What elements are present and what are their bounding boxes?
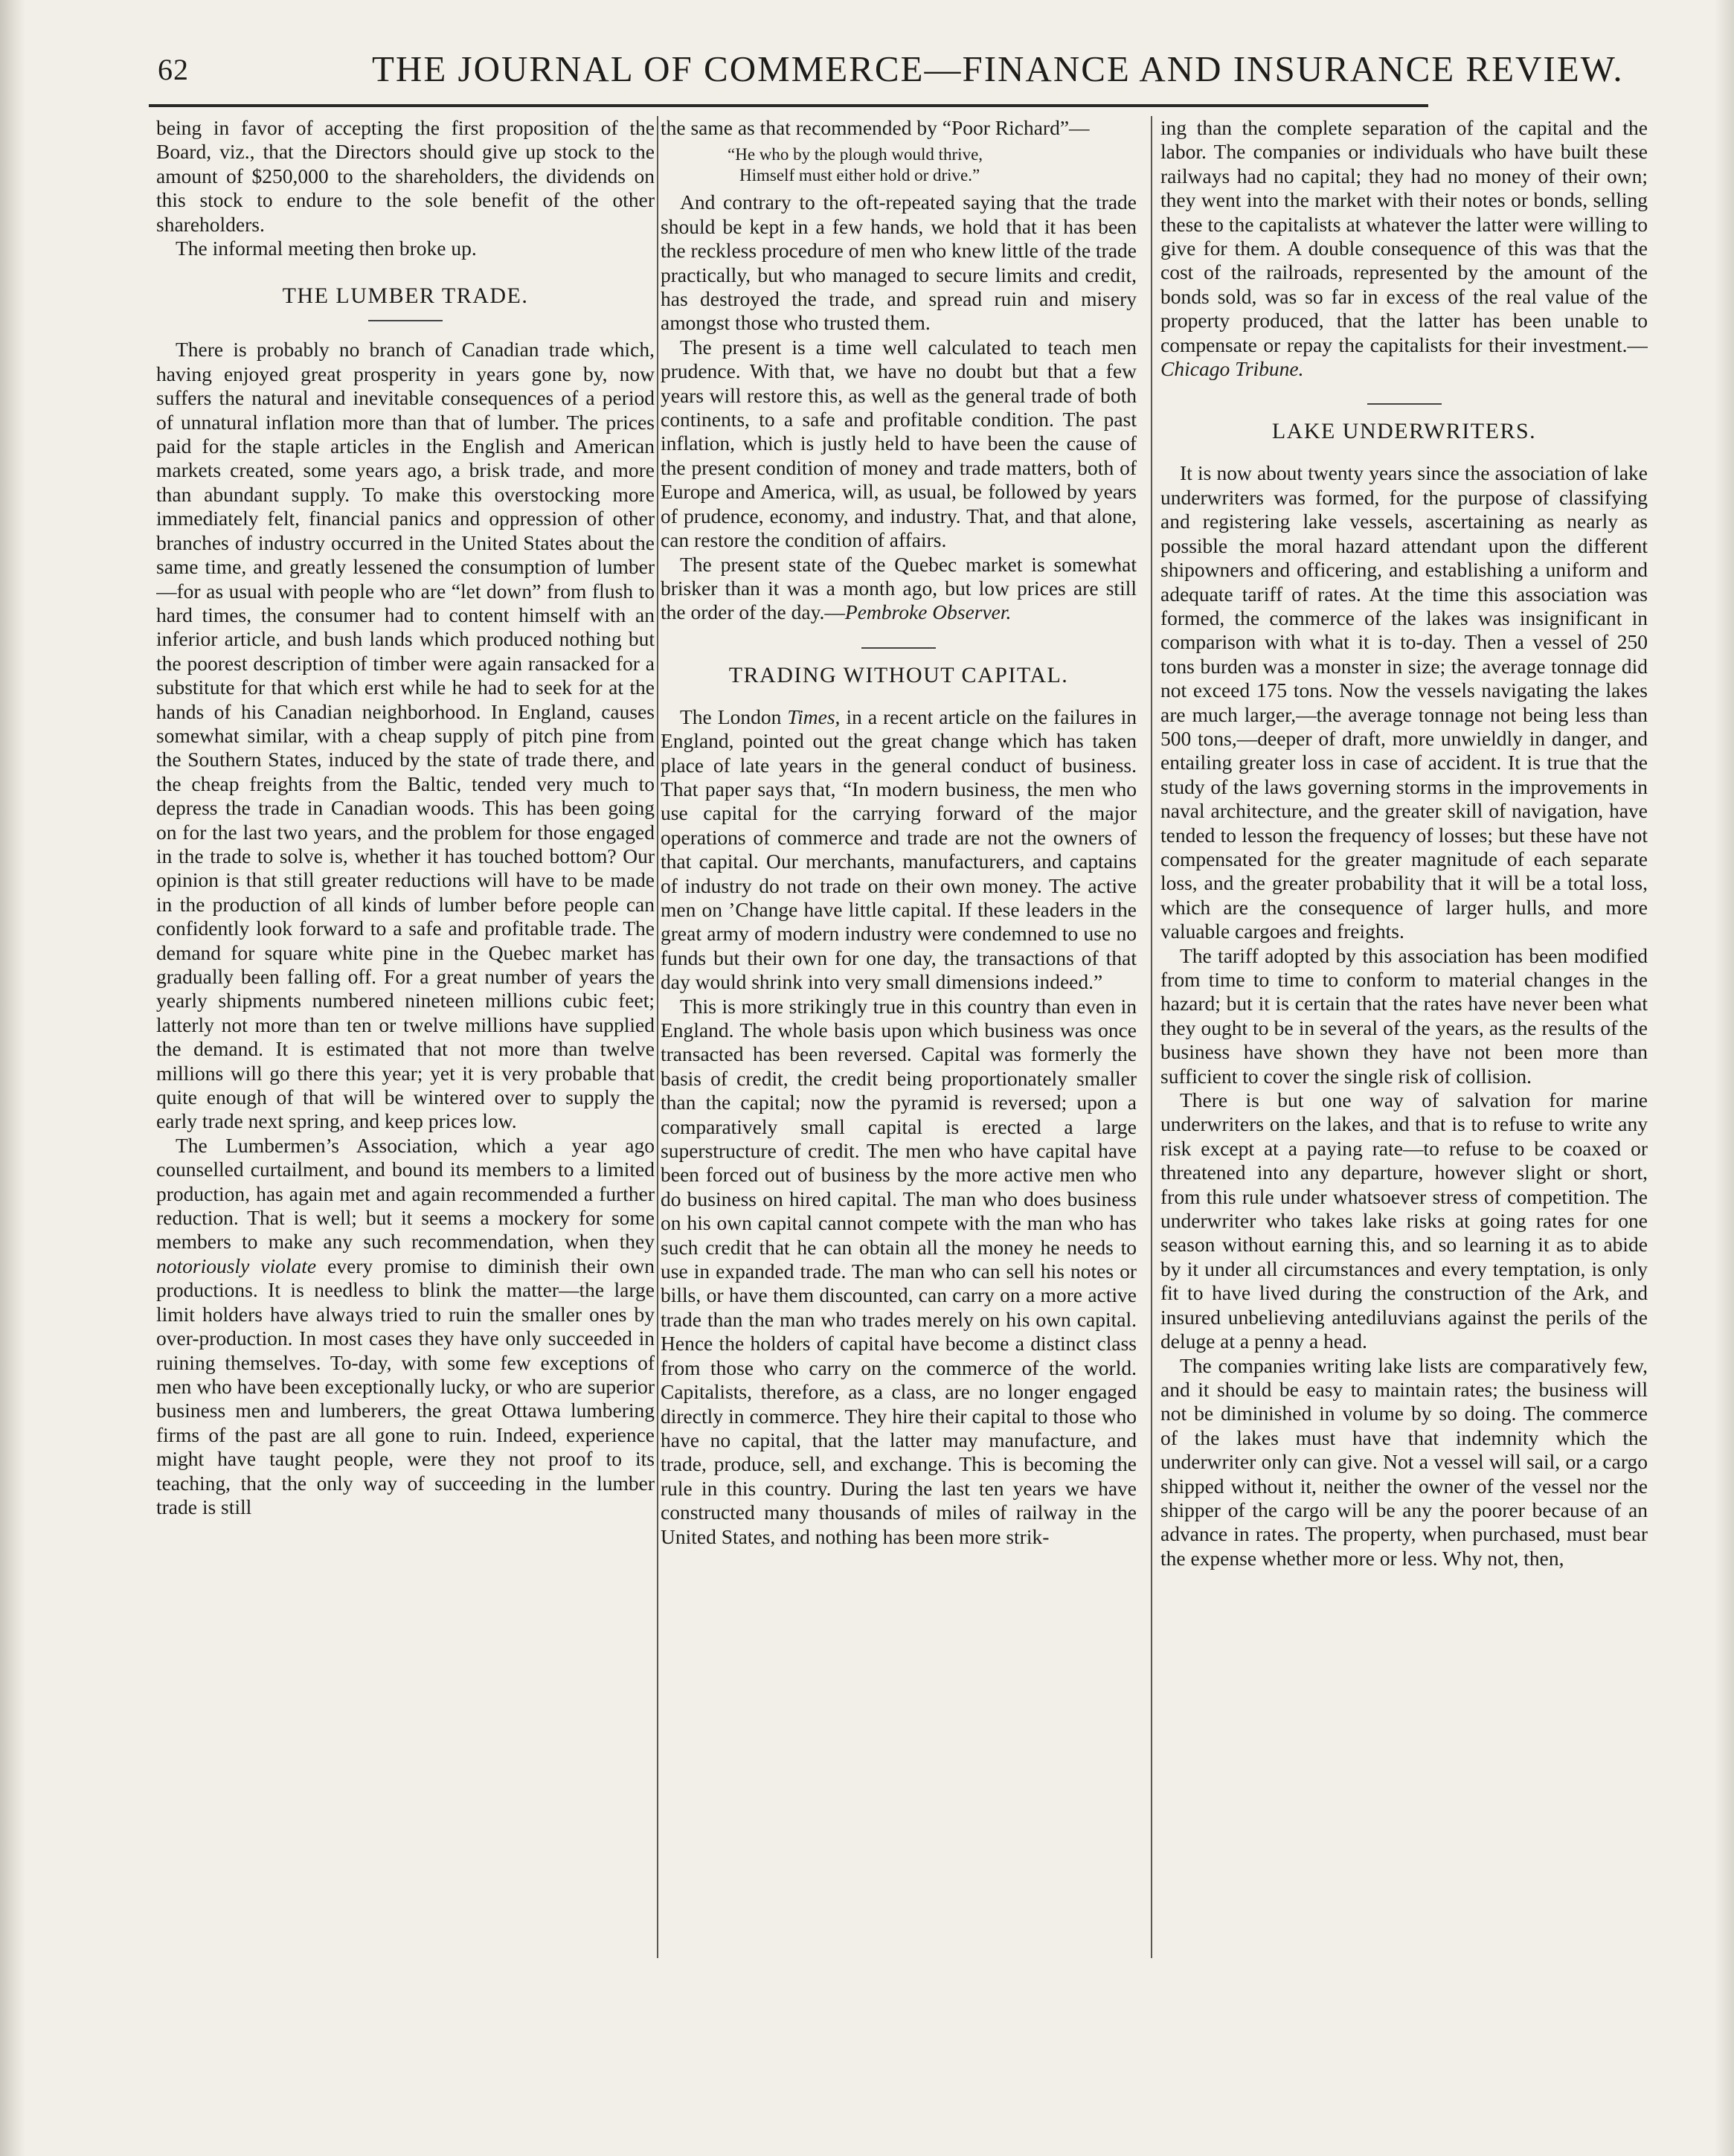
heading-rule [861, 647, 936, 649]
article-heading-lumber-trade [156, 283, 655, 321]
page-header [149, 46, 1624, 106]
column-1 [156, 116, 655, 1961]
article-heading-trading-without-capital [661, 647, 1137, 689]
paragraph: The tariff adopted by this association has been modified from time to time to conform to material changes in the hazard; but it is certain that the rates have never been what they ought to be in several of the years, as the results of the business have shown they have not been more than sufficient to cover the single risk of collision. [1160, 943, 1648, 1088]
page-edge-shadow [1715, 0, 1734, 2156]
paragraph: the same as that recommended by “Poor Richard”— [661, 116, 1090, 139]
paragraph [156, 1134, 655, 1520]
page-spine-shadow [0, 0, 25, 2156]
paragraph: This is more strikingly true in this country than even in England. The whole basis upon which business was once transacted has been reversed. Capital was formerly the basis of credit, the credit being proportionately smaller than the capital; now the pyramid is reversed; upon a comparatively small capital is erected a large superstructure of credit. The men who have capital have been forced out of business by the more active men who do business on hired capital. The man who does business on his own capital cannot compete with the man who has such credit that he can obtain all the money he needs to use in expanded trade. The man who can sell his notes or bills, or have them discounted, can carry on a more active trade than the man who trades merely on his own capital. Hence the holders of capital have become a distinct class from those who carry on the commerce of the world. Capitalists, therefore, as a class, are no longer engaged directly in commerce. They hire their capital to those who have no capital, that the latter may manufacture, and trade, produce, sell, and exchange. This is becoming the rule in this country. During the last ten years we have constructed many thousands of miles of railway in the United States, and nothing has been more strik- [661, 994, 1137, 1548]
article-heading-lake-underwriters [1160, 403, 1648, 445]
text-run: The present state of the Quebec market is somewhat brisker than it was a month ago, but low prices are still the order of the day.— [661, 552, 1137, 624]
column-2 [661, 116, 1137, 1961]
paragraph: The informal meeting then broke up. [176, 237, 477, 260]
running-title: THE JOURNAL OF COMMERCE—FINANCE AND INSURANCE REVIEW. [372, 48, 1624, 89]
publication-name: Times, [787, 705, 841, 728]
heading-rule [1367, 403, 1442, 405]
text-run: in a recent article on the failures in England, pointed out the great change which has taken place of late years in the general conduct of business. That paper says that, “In modern business, the men who use capital for the carrying forward of the major operations of commerce and trade are not the owners of that capital. Our merchants, manufacturers, and captains of industry do not trade on their own money. The active men on ’Change have little capital. If these leaders in the great army of modern industry were condemned to use no funds but their own for one day, the transactions of that day would shrink into very small dimensions indeed.” [661, 705, 1137, 994]
paragraph [661, 553, 1137, 625]
header-rule [149, 104, 1428, 107]
paragraph: The present is a time well calculated to teach men prudence. With that, we have no doubt but that a few years will restore this, as well as the general trade of both continents, to a safe and profitable condition. The past inflation, which is justly held to have been the cause of the present condition of money and trade matters, both of Europe and America, will, as usual, be followed by years of prudence, economy, and industry. That, and that alone, can restore the condition of affairs. [661, 335, 1137, 552]
source-credit: Chicago Tribune. [1160, 357, 1304, 381]
heading-text: TRADING WITHOUT CAPITAL. [728, 662, 1069, 687]
column-divider [657, 116, 658, 1958]
text-run: The Lumbermen’s Association, which a year ago counselled curtailment, and bound its members to a limited production, has again met and again recommended a further reduction. That is well; but it seems a mockery for some members to make any such recommendation, when they [156, 1133, 655, 1254]
heading-rule [368, 320, 443, 321]
verse-line: “He who by the plough would thrive, [728, 145, 983, 164]
emphasis: notoriously violate [156, 1254, 317, 1277]
paragraph: The companies writing lake lists are comparatively few, and it should be easy to maintain rates; the business will not be diminished in volume by so doing. The commerce of the lakes must have that indemnity which the underwriter only can give. Not a vessel will sail, or a cargo shipped without it, neither the owner of the vessel nor the shipper of the cargo will be any the poorer because of an advance in rates. The property, when purchased, must bear the expense whether more or less. Why not, then, [1160, 1353, 1648, 1570]
heading-text: THE LUMBER TRADE. [282, 283, 529, 309]
text-run: The London [680, 705, 782, 728]
paragraph: It is now about twenty years since the association of lake underwriters was formed, for the purpose of classifying and registering lake vessels, ascertaining as nearly as possible the moral hazard attendant upon the different shipowners and officering, and establishing a uniform and adequate tariff of rates. At the time this association was formed, the commerce of the lakes was insignificant in comparison with what it is to-day. Then a vessel of 250 tons burden was a monster in size; the average tonnage did not exceed 175 tons. Now the vessels navigating the lakes are much larger,—the average tonnage not being less than 500 tons,—deeper of draft, more unwieldly in danger, and entailing greater loss in case of accident. It is true that the study of the laws governing storms in the improvements in naval architecture, and the greater skill of navigation, have tended to lesson the frequency of losses; but these have not compensated for the greater magnitude of each separate loss, and the greater probability that it will be a total loss, which are the consequence of larger hulls, and more valuable cargoes and freights. [1160, 461, 1648, 943]
column-3 [1160, 116, 1648, 1961]
paragraph [1160, 116, 1648, 381]
verse-line: Himself must either hold or drive.” [739, 166, 980, 185]
paragraph: being in favor of accepting the first proposition of the Board, viz., that the Directors should give up stock to the amount of $250,000 to the shareholders, the dividends on this stock to endure to the sole benefit of the other shareholders. [156, 116, 655, 236]
verse-quote [728, 144, 1137, 186]
text-run: ing than the complete separation of the capital and the labor. The companies or individuals who have built these railways had no capital; they had no money of their own; they went into the market with their notes or bonds, selling these to the capitalists at whatever the latter were willing to give for them. A double consequence of this was that the cost of the railroads, represented by the amount of the bonds sold, was so far in excess of the real value of the property produced, that the latter has been unable to compensate or repay the capitalists for their investment.— [1160, 116, 1648, 356]
paragraph: There is but one way of salvation for marine underwriters on the lakes, and that is to refuse to write any risk except at a paying rate—to refuse to be coaxed or threatened into any departure, however slight or short, from this rule under whatsoever stress of competition. The underwriter who takes lake risks at going rates for one season without earning this, and so learning it as to abide by it under all circumstances and every temptation, is only fit to have lived during the construction of the Ark, and insured unbelieving antediluvians against the perils of the deluge at a penny a head. [1160, 1088, 1648, 1353]
paragraph: There is probably no branch of Canadian trade which, having enjoyed great prosperity in years gone by, now suffers the natural and inevitable consequences of a period of unnatural inflation more than that of lumber. The prices paid for the staple articles in the English and American markets created, some years ago, a brisk trade, and more than abundant supply. To make this overstocking more immediately felt, financial panics and oppression of other branches of industry occurred in the United States about the same time, and greatly lessened the consumption of lumber—for as usual with people who are “let down” from flush to hard times, the consumer had to content himself with an inferior article, and bush lands which produced nothing but the poorest description of timber were again ransacked for a substitute for that which erst while he had to seek for at the hands of his Canadian neighborhood. In England, causes somewhat similar, with a cheap supply of pitch pine from the Southern States, induced by the state of trade there, and the cheap freights from the Baltic, tended very much to depress the trade in Canadian woods. This has been going on for the last two years, and the problem for those engaged in the trade to solve is, whether it has touched bottom? Our opinion is that still greater reductions will have to be made in the production of all kinds of lumber before people can confidently look forward to a safe and profitable trade. The demand for square white pine in the Quebec market has gradually been falling off. For a great number of years the yearly shipments numbered nineteen millions cubic feet; latterly not more than ten or twelve millions have supplied the demand. It is estimated that not more than twelve millions will go there this year; yet it is very probable that quite enough of that will be wintered over to supply the early trade next spring, and keep prices low. [156, 338, 655, 1133]
text-run: every promise to diminish their own productions. It is needless to blink the matter—the large limit holders have always tried to ruin the smaller ones by over-production. In most cases they have only succeeded in ruining themselves. To-day, with some few exceptions of men who have been exceptionally lucky, or who are superior business men and lumberers, the great Ottawa lumbering firms of the past are all gone to ruin. Indeed, experience might have taught people, were they not proof to its teaching, that the only way of succeeding in the lumber trade is still [156, 1254, 655, 1518]
column-divider [1151, 116, 1152, 1958]
paragraph: And contrary to the oft-repeated saying that the trade should be kept in a few hands, we hold that it has been the reckless procedure of men who knew little of the trade practically, but who managed to secure limits and credit, has destroyed the trade, and spread ruin and misery amongst those who trusted them. [661, 190, 1137, 335]
heading-text: LAKE UNDERWRITERS. [1271, 419, 1537, 444]
paragraph [661, 705, 1137, 995]
page-number: 62 [158, 53, 189, 86]
source-credit: Pembroke Observer. [844, 600, 1012, 624]
